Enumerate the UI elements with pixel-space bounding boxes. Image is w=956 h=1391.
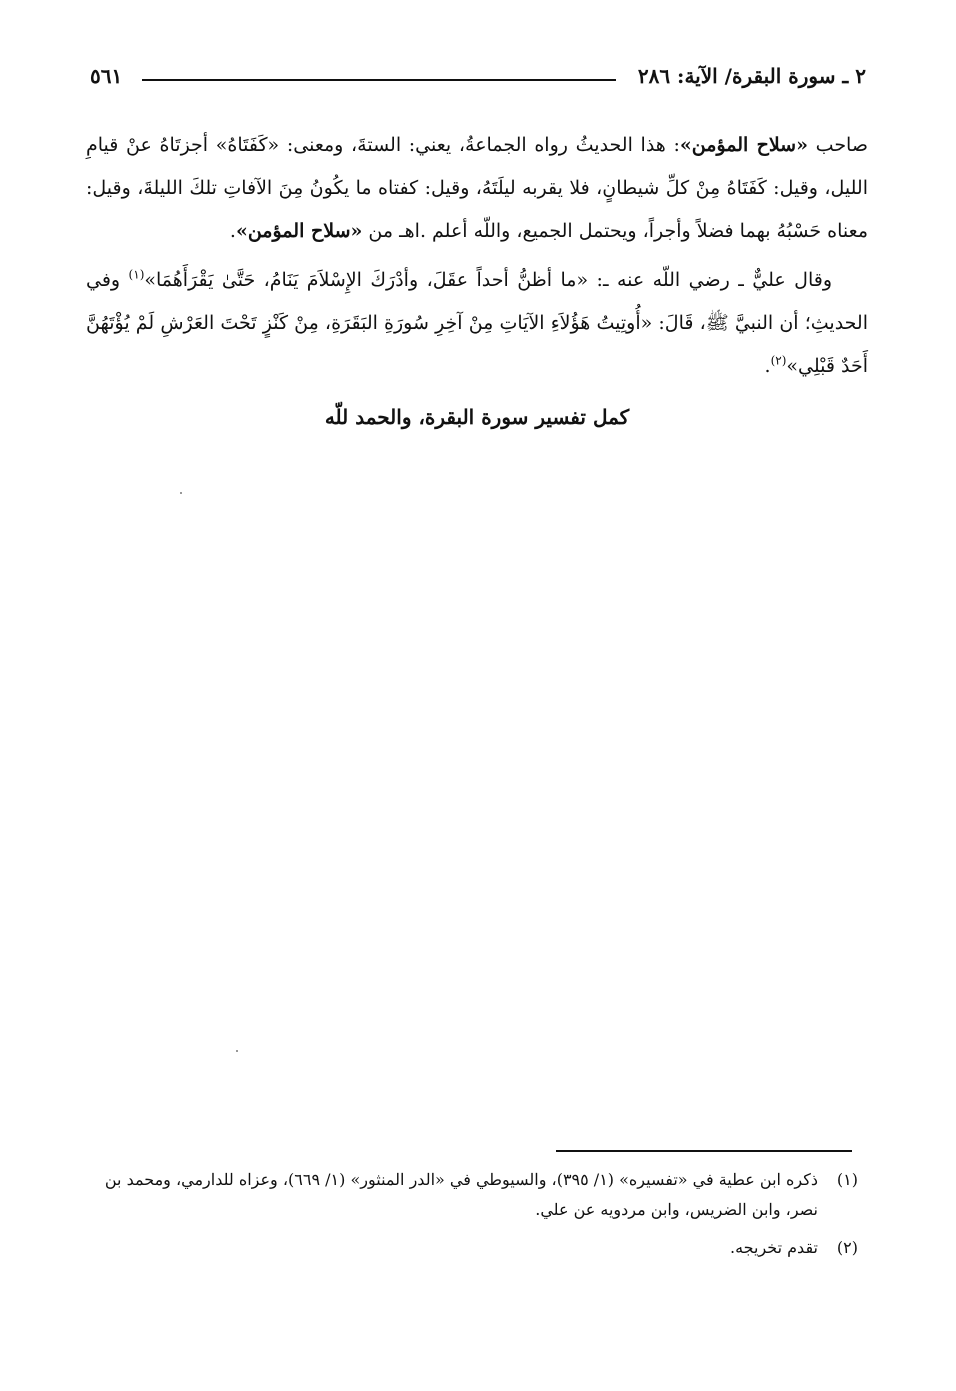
footnote-number: (١) [836, 1170, 858, 1189]
paragraph-1 [86, 124, 868, 253]
footnote-text: ذكره ابن عطية في «تفسيره» (١/ ٣٩٥)، والسيوطي في «الدر المنثور» (١/ ٦٦٩)، وعزاه للدارمي، ومحمد بن نصر، وابن الضريس، وابن مردويه عن علي. [104, 1170, 818, 1219]
footnote-1 [96, 1165, 858, 1225]
header-title: ٢ ـ سورة البقرة/ الآية: ٢٨٦ [637, 64, 866, 88]
footnote-text: تقدم تخريجه. [730, 1238, 818, 1257]
paragraph-2-part-c: . [764, 355, 771, 377]
print-speck [236, 1050, 238, 1052]
closing-line: كمل تفسير سورة البقرة، والحمد للّه [324, 405, 630, 429]
paragraph-1-part-c: : هذا الحديثُ رواه الجماعةُ، يعني: الستةَ، ومعنى: «كَفَتَاهُ» أجزتَاهُ عنْ قيامِ الليل، وقيل: كَفَتَاهُ مِنْ كلِّ شيطانٍ، فلا يقربه ليلَتَهُ، وقيل: كفتاه ما يكُونُ مِنَ الآفاتِ تلكَ الليلةَ، وقيل: معناه حَسْبُهُ بهما فضلاً وأجراً، ويحتمل الجميع، واللّه أعلم .اهـ من [86, 134, 868, 242]
paragraph-2 [86, 259, 868, 388]
footnote-ref-1: (١) [128, 267, 145, 282]
print-speck [180, 492, 182, 494]
footnotes [96, 1165, 858, 1271]
footnote-2 [96, 1233, 858, 1263]
footnote-number: (٢) [836, 1238, 858, 1257]
paragraph-2-part-b: وفي الحديثِ؛ أن النبيَّ ﷺ، قَالَ: «أُوتِيتُ هَؤُلاَءِ الآيَاتِ مِنْ آخِرِ سُورَةِ البَقَرَةِ، مِنْ كَنْزٍ تَحْتَ العَرْشِ لَمْ يُؤْتَهُنَّ أَحَدٌ قَبْلِي» [86, 269, 868, 377]
paragraph-2-part-a: وقال عليٌّ ـ رضي اللّه عنه ـ: «ما أظنُّ أحداً عقَلَ، وأدْرَكَ الإِسْلاَمَ يَنَامُ، حَتَّىٰ يَقْرَأَهُمَا» [144, 269, 833, 291]
running-header [90, 64, 866, 98]
page-number: ٥٦١ [90, 64, 123, 88]
footnote-ref-2: (٢) [770, 353, 787, 368]
book-title-emphasis: «سلاح المؤمن» [235, 220, 363, 242]
paragraph-1-part-e: . [229, 220, 236, 242]
paragraph-1-part-a: صاحب [807, 134, 868, 156]
footnote-separator [556, 1150, 852, 1152]
header-rule [142, 79, 616, 81]
book-title-emphasis: «سلاح المؤمن» [679, 134, 808, 156]
main-text [86, 124, 868, 439]
